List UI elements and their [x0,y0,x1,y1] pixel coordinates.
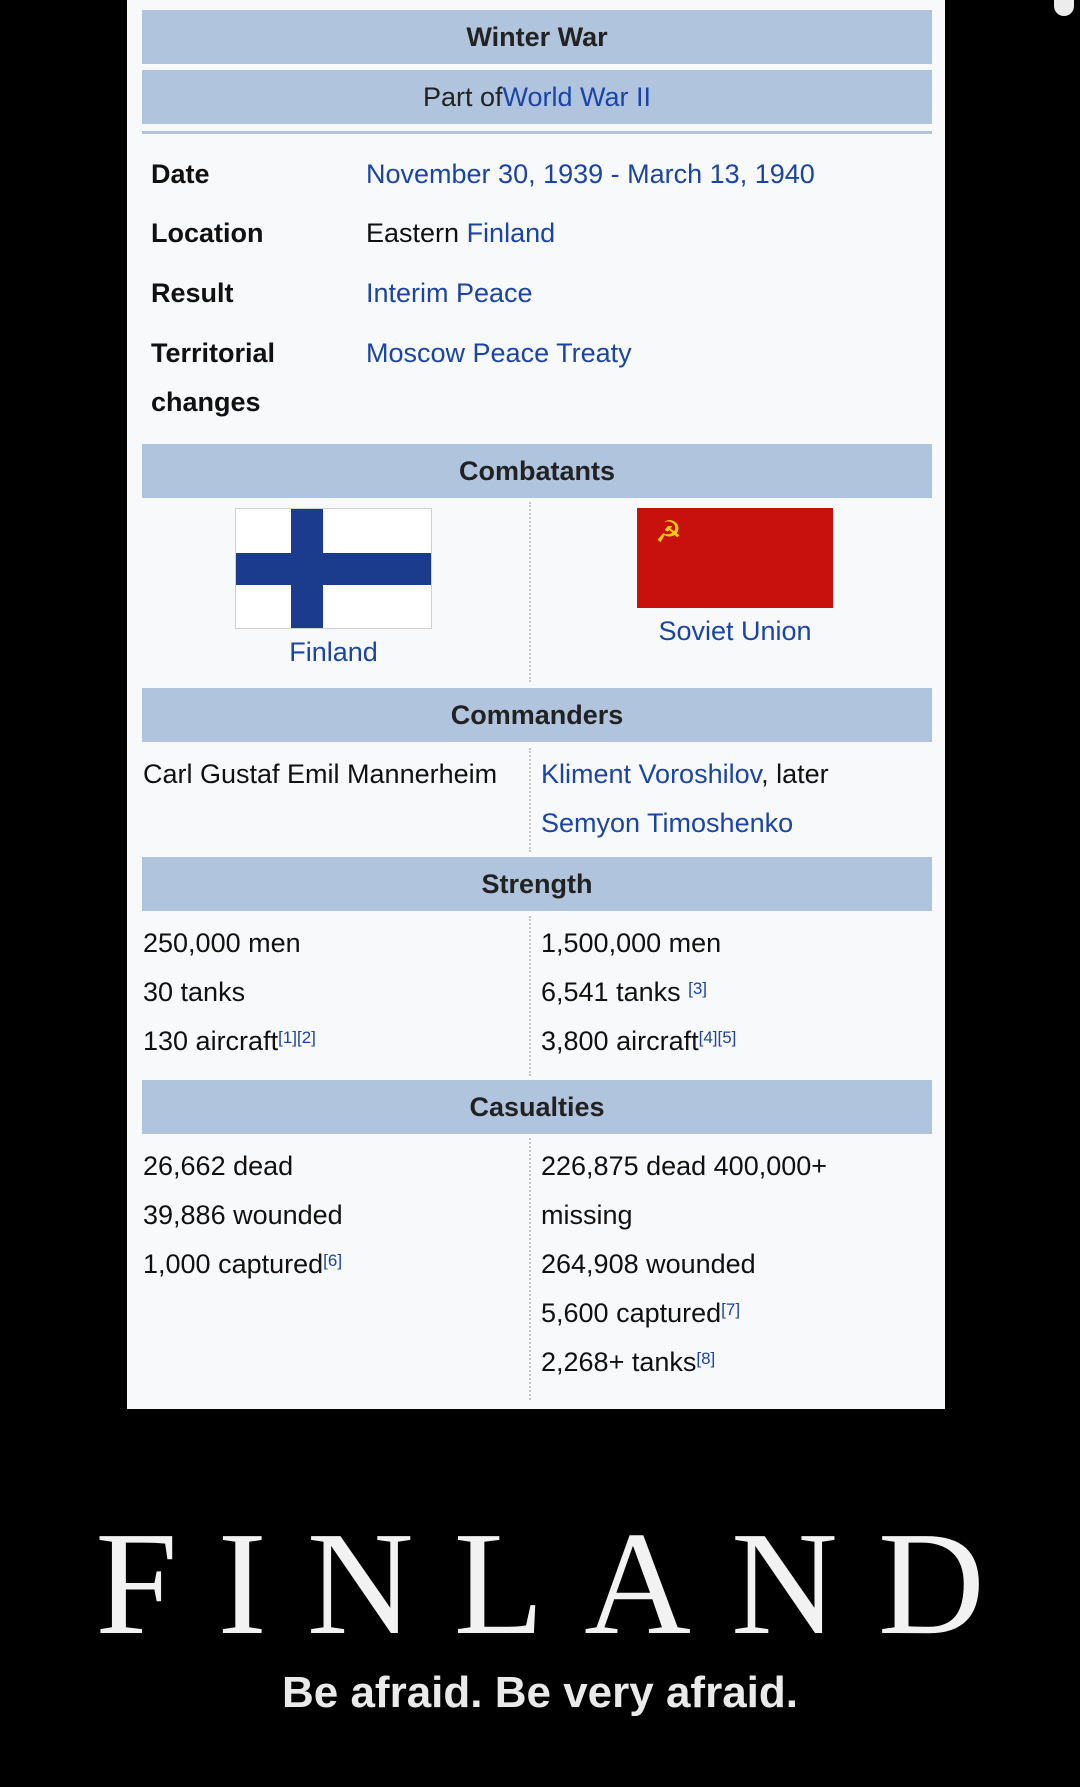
soviet-casualties [541,1142,827,1387]
hammer-sickle-icon: ☭ [655,516,682,549]
finland-strength [143,919,316,1066]
strength-item: 130 aircraft[1][2] [143,1026,316,1056]
strength-item: 3,800 aircraft[4][5] [541,1026,737,1056]
location-label: Location [151,218,264,248]
territorial-label-line1: Territorial [151,338,276,368]
infobox [127,0,945,1409]
reference-link[interactable]: [7] [721,1300,741,1319]
overlay-dot [1054,0,1074,16]
casualty-item: 1,000 captured[6] [143,1249,343,1279]
commanders-header: Commanders [142,688,932,742]
mannerheim-link[interactable]: Carl Gustaf Emil Mannerheim [143,759,498,789]
column-divider [529,916,531,1076]
column-divider [529,748,531,852]
date-label: Date [151,159,210,189]
combatants-header: Combatants [142,444,932,498]
moscow-peace-treaty-link[interactable]: Moscow Peace Treaty [366,338,632,368]
soviet-union-combatant-link[interactable]: Soviet Union [658,616,812,646]
result-label: Result [151,278,234,308]
strength-item: 250,000 men [143,928,301,958]
casualty-item: 226,875 dead 400,000+ [541,1151,828,1181]
territorial-label-line2: changes [151,387,261,417]
reference-link[interactable]: [4][5] [698,1028,737,1047]
reference-link[interactable]: [3] [688,979,708,998]
soviet-commanders [541,750,829,848]
interim-peace-link[interactable]: Interim Peace [366,278,533,308]
casualty-item: missing [541,1200,633,1230]
poster-title: FINLAND [95,1502,1025,1666]
part-of-row [142,70,932,124]
casualty-item: 2,268+ tanks[8] [541,1347,716,1377]
strength-item: 1,500,000 men [541,928,722,958]
date-value-link[interactable]: November 30, 1939 - March 13, 1940 [366,159,815,189]
timoshenko-link[interactable]: Semyon Timoshenko [541,808,794,838]
soviet-flag-icon[interactable] [637,508,833,608]
part-of-label: Part of [422,81,503,112]
poster-tagline: Be afraid. Be very afraid. [281,1668,798,1717]
column-divider [529,1138,531,1400]
reference-link[interactable]: [1][2] [278,1028,316,1047]
divider [142,131,932,134]
soviet-strength [541,919,736,1066]
casualty-item: 5,600 captured[7] [541,1298,741,1328]
strength-header: Strength [142,857,932,911]
reference-link[interactable]: [6] [323,1251,343,1270]
finland-link[interactable]: Finland [466,218,556,248]
commander-separator: , later [761,759,829,789]
casualty-item: 39,886 wounded [143,1200,343,1230]
casualties-header: Casualties [142,1080,932,1134]
strength-item: 30 tanks [143,977,246,1007]
infobox-title: Winter War [142,10,932,64]
location-value: Eastern Finland [366,218,556,248]
world-war-ii-link[interactable]: World War II [502,81,652,112]
strength-item: 6,541 tanks [3] [541,977,708,1007]
voroshilov-link[interactable]: Kliment Voroshilov [541,759,762,789]
reference-link[interactable]: [8] [696,1349,716,1368]
finland-casualties [143,1142,343,1289]
finland-combatant-link[interactable]: Finland [289,637,378,667]
casualty-item: 264,908 wounded [541,1249,756,1279]
casualty-item: 26,662 dead [143,1151,294,1181]
column-divider [529,502,531,682]
finland-flag-icon[interactable] [235,508,432,629]
